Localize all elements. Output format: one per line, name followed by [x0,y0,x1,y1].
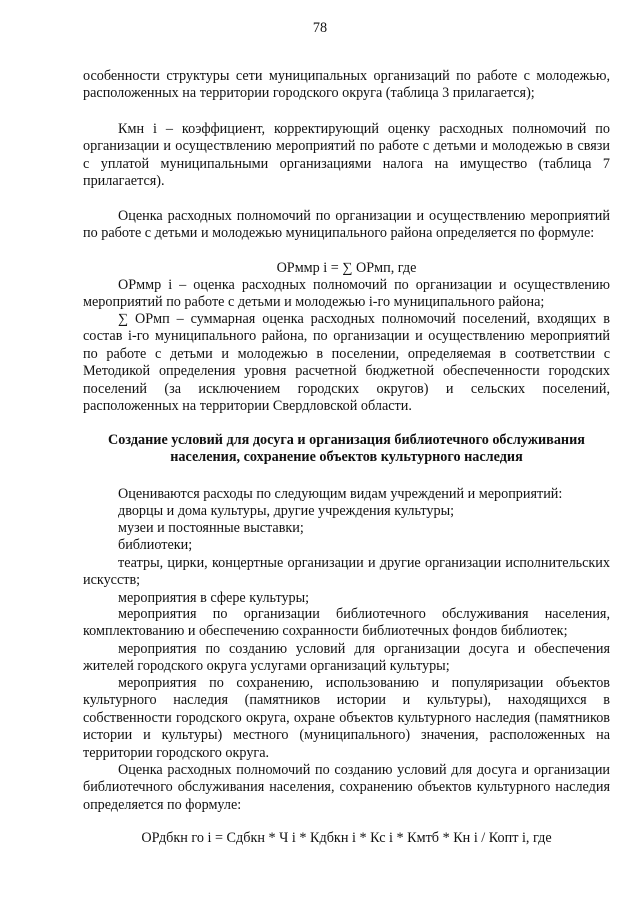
section-heading-line-2: населения, сохранение объектов культурного наследия [170,449,523,466]
list-item-palaces-houses-culture: дворцы и дома культуры, другие учреждения культуры; [118,503,455,519]
list-item-culture-events: мероприятия в сфере культуры; [118,590,310,606]
list-item-libraries: библиотеки; [118,537,193,553]
paragraph-leisure-assessment: Оценка расходных полномочий по созданию условий для досуга и организации библиотечного обслуживания населения, сохранению объектов культурного наследия определяется по формуле: [83,762,610,813]
list-item-leisure-conditions: мероприятия по созданию условий для организации досуга и обеспечения жителей городского округа услугами организаций культуры; [83,641,610,675]
paragraph-district-assessment: Оценка расходных полномочий по организации и осуществлению мероприятий по работе с детьми и молодежью муниципального района определяется по формуле: [83,208,610,242]
paragraph-assessed-expenses: Оцениваются расходы по следующим видам учреждений и мероприятий: [118,486,563,502]
section-heading [83,432,610,467]
list-item-heritage-preservation: мероприятия по сохранению, использованию и популяризации объектов культурного наследия (памятников истории и культуры), находящихся в собственности городского округа, охране объектов культурного наследия (памятников истории и культуры) местного (муниципального) значения, расположенных на территории городского округа. [83,675,610,761]
formula-ordbkn: ОРдбкн го i = Сдбкн * Ч i * Кдбкн i * Кс i * Кмтб * Кн i / Копт i, где [141,830,552,846]
list-item-theatres: театры, цирки, концертные организации и другие организации исполнительских искусств; [83,555,610,589]
paragraph-kmn-coefficient: Кмн i – коэффициент, корректирующий оценку расходных полномочий по организации и осуществлению мероприятий по работе с детьми и молодежью в связи с уплатой муниципальными организациями налога на имущество (таблица 7 прилагается). [83,121,610,190]
list-item-museums: музеи и постоянные выставки; [118,520,304,536]
list-item-library-services: мероприятия по организации библиотечного обслуживания населения, комплектованию и обеспечению сохранности библиотечных фондов библиотек; [83,606,610,640]
paragraph-ormmr-definition: ОРммр i – оценка расходных полномочий по организации и осуществлению мероприятий по работе с детьми и молодежью i-го муниципального района; [83,277,610,311]
section-heading-line-1: Создание условий для досуга и организация библиотечного обслуживания [108,432,585,448]
formula-ormmr: ОРммр i = ∑ ОРмп, где [276,260,417,276]
page-number: 78 [312,20,328,36]
paragraph-sum-ormp-definition: ∑ ОРмп – суммарная оценка расходных полномочий поселений, входящих в состав i-го муниципального района, по организации и осуществлению мероприятий по работе с детьми и молодежью в поселении, определяемая в соответствии с Методикой определения уровня расчетной бюджетной обеспеченности городских поселений (за исключением городских округов) и сельских поселений, расположенных на территории Свердловской области. [83,311,610,415]
paragraph-structure-continuation: особенности структуры сети муниципальных организаций по работе с молодежью, расположенных на территории городского округа (таблица 3 прилагается); [83,68,610,102]
